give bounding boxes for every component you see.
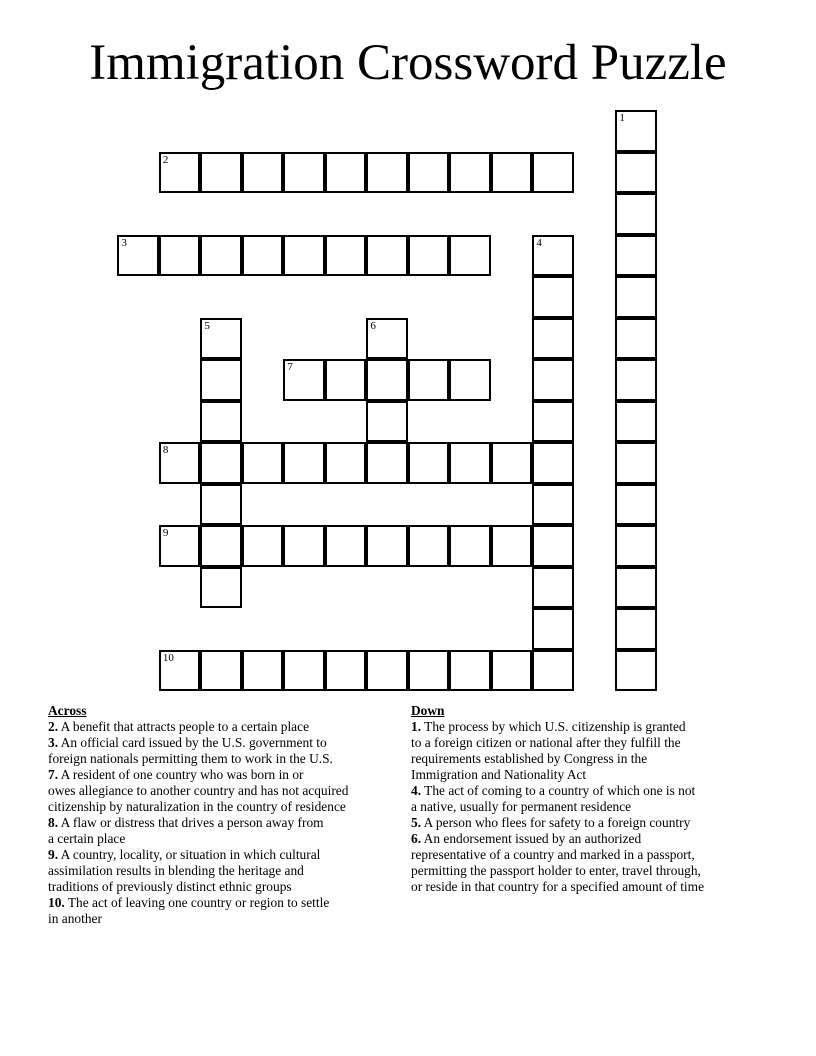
grid-cell[interactable]: [615, 484, 657, 526]
grid-cell[interactable]: [408, 152, 450, 194]
grid-cell[interactable]: [408, 235, 450, 277]
grid-cell[interactable]: [491, 152, 533, 194]
grid-cell[interactable]: [532, 567, 574, 609]
grid-cell[interactable]: [532, 359, 574, 401]
grid-cell[interactable]: [408, 650, 450, 692]
grid-cell[interactable]: [366, 318, 408, 360]
grid-cell[interactable]: [491, 525, 533, 567]
down-clue: [411, 719, 771, 783]
grid-cell[interactable]: [325, 152, 367, 194]
grid-cell[interactable]: [615, 608, 657, 650]
grid-cell[interactable]: [408, 525, 450, 567]
grid-cell[interactable]: [283, 650, 325, 692]
clue-label: 3.: [48, 735, 59, 750]
grid-cell[interactable]: [449, 359, 491, 401]
across-clue-list: [48, 719, 408, 927]
clue-text: An endorsement issued by an authorized representative of a country and marked in a passport, permitting the passport holder to enter, travel through, or reside in that country for a specified amount of time: [411, 831, 705, 894]
grid-cell[interactable]: [200, 525, 242, 567]
clue-text: A person who flees for safety to a foreign country: [423, 815, 691, 830]
grid-cell[interactable]: [325, 525, 367, 567]
grid-cell[interactable]: [366, 525, 408, 567]
grid-cell[interactable]: [242, 525, 284, 567]
grid-cell[interactable]: [242, 442, 284, 484]
grid-cell[interactable]: [325, 235, 367, 277]
grid-cell[interactable]: [283, 525, 325, 567]
clue-number: 5: [204, 319, 210, 332]
grid-cell[interactable]: [449, 525, 491, 567]
grid-cell[interactable]: [449, 152, 491, 194]
across-clue: [48, 847, 408, 895]
grid-cell[interactable]: [242, 152, 284, 194]
grid-cell[interactable]: [449, 442, 491, 484]
grid-cell[interactable]: [159, 525, 201, 567]
grid-cell[interactable]: [283, 442, 325, 484]
grid-cell[interactable]: [449, 650, 491, 692]
grid-cell[interactable]: [532, 276, 574, 318]
grid-cell[interactable]: [532, 318, 574, 360]
clue-text: The process by which U.S. citizenship is granted to a foreign citizen or national after they fulfill the requirements established by Congress in the Immigration and Nationality Act: [411, 719, 686, 782]
across-clue: [48, 815, 408, 847]
grid-cell[interactable]: [532, 608, 574, 650]
across-clue: [48, 719, 408, 735]
grid-cell[interactable]: [366, 359, 408, 401]
clue-label: 7.: [48, 767, 59, 782]
grid-cell[interactable]: [200, 235, 242, 277]
grid-cell[interactable]: [532, 650, 574, 692]
across-heading: Across: [48, 703, 87, 718]
across-clue: [48, 735, 408, 767]
grid-cell[interactable]: [200, 152, 242, 194]
clue-label: 10.: [48, 895, 65, 910]
grid-cell[interactable]: [325, 359, 367, 401]
grid-cell[interactable]: [159, 235, 201, 277]
grid-cell[interactable]: [532, 442, 574, 484]
clue-number: 9: [162, 527, 169, 540]
grid-cell[interactable]: [283, 235, 325, 277]
grid-cell[interactable]: [615, 318, 657, 360]
grid-cell[interactable]: [366, 401, 408, 443]
grid-cell[interactable]: [532, 401, 574, 443]
clue-label: 5.: [411, 815, 422, 830]
clue-label: 4.: [411, 783, 422, 798]
grid-cell[interactable]: [491, 442, 533, 484]
grid-cell[interactable]: [325, 650, 367, 692]
grid-cell[interactable]: [615, 650, 657, 692]
clue-text: A benefit that attracts people to a certain place: [60, 719, 310, 734]
grid-cell[interactable]: [159, 152, 201, 194]
across-clues: [48, 702, 408, 927]
grid-cell[interactable]: [615, 235, 657, 277]
clue-number: 1: [619, 112, 625, 125]
grid-cell[interactable]: [325, 442, 367, 484]
grid-cell[interactable]: [615, 401, 657, 443]
down-clue: [411, 815, 771, 831]
grid-cell[interactable]: [408, 442, 450, 484]
grid-cell[interactable]: [532, 525, 574, 567]
grid-cell[interactable]: [615, 152, 657, 194]
grid-cell[interactable]: [615, 442, 657, 484]
clue-number: 7: [287, 361, 293, 374]
grid-cell[interactable]: [242, 650, 284, 692]
grid-cell[interactable]: [200, 442, 242, 484]
grid-cell[interactable]: [242, 235, 284, 277]
down-clue-list: [411, 719, 771, 895]
grid-cell[interactable]: [200, 484, 242, 526]
down-clue: [411, 783, 771, 815]
grid-cell[interactable]: [491, 650, 533, 692]
grid-cell[interactable]: [366, 650, 408, 692]
grid-cell[interactable]: [117, 235, 159, 277]
down-heading: Down: [411, 703, 445, 718]
clue-number: 10: [162, 651, 174, 664]
clue-text: A flaw or distress that drives a person away from a certain place: [48, 815, 324, 846]
clue-text: An official card issued by the U.S. government to foreign nationals permitting them to work in the U.S.: [48, 735, 333, 766]
clue-number: 2: [162, 153, 169, 166]
grid-cell[interactable]: [200, 318, 242, 360]
down-clues: [411, 702, 771, 895]
grid-cell[interactable]: [615, 193, 657, 235]
grid-cell[interactable]: [200, 650, 242, 692]
clue-text: A resident of one country who was born in or owes allegiance to another country and has not acquired citizenship by naturalization in the country of residence: [48, 767, 349, 814]
grid-cell[interactable]: [615, 359, 657, 401]
grid-cell[interactable]: [615, 110, 657, 152]
grid-cell[interactable]: [159, 650, 201, 692]
across-clue: [48, 767, 408, 815]
clue-number: 3: [121, 236, 127, 249]
grid-cell[interactable]: [283, 359, 325, 401]
grid-cell[interactable]: [200, 359, 242, 401]
clue-text: A country, locality, or situation in which cultural assimilation results in blending the heritage and traditions of previously distinct ethnic groups: [48, 847, 321, 894]
grid-cell[interactable]: [200, 401, 242, 443]
page-title: Immigration Crossword Puzzle: [89, 35, 727, 91]
grid-cell[interactable]: [200, 567, 242, 609]
down-clue: [411, 831, 771, 895]
grid-cell[interactable]: [532, 484, 574, 526]
across-clue: [48, 895, 408, 927]
grid-cell[interactable]: [615, 276, 657, 318]
clue-label: 2.: [48, 719, 59, 734]
grid-cell[interactable]: [615, 567, 657, 609]
grid-cell[interactable]: [159, 442, 201, 484]
grid-cell[interactable]: [532, 235, 574, 277]
grid-cell[interactable]: [449, 235, 491, 277]
clue-text: The act of leaving one country or region to settle in another: [48, 895, 330, 926]
grid-cell[interactable]: [283, 152, 325, 194]
clue-number: 8: [162, 444, 169, 457]
clue-number: 4: [536, 236, 542, 249]
grid-cell[interactable]: [366, 152, 408, 194]
clue-label: 1.: [411, 719, 422, 734]
grid-cell[interactable]: [615, 525, 657, 567]
grid-cell[interactable]: [408, 359, 450, 401]
grid-cell[interactable]: [366, 235, 408, 277]
grid-cell[interactable]: [366, 442, 408, 484]
grid-cell[interactable]: [532, 152, 574, 194]
clue-text: The act of coming to a country of which one is not a native, usually for permanent residence: [411, 783, 696, 814]
clue-label: 6.: [411, 831, 422, 846]
clue-label: 9.: [48, 847, 59, 862]
clue-label: 8.: [48, 815, 59, 830]
clue-number: 6: [370, 319, 376, 332]
